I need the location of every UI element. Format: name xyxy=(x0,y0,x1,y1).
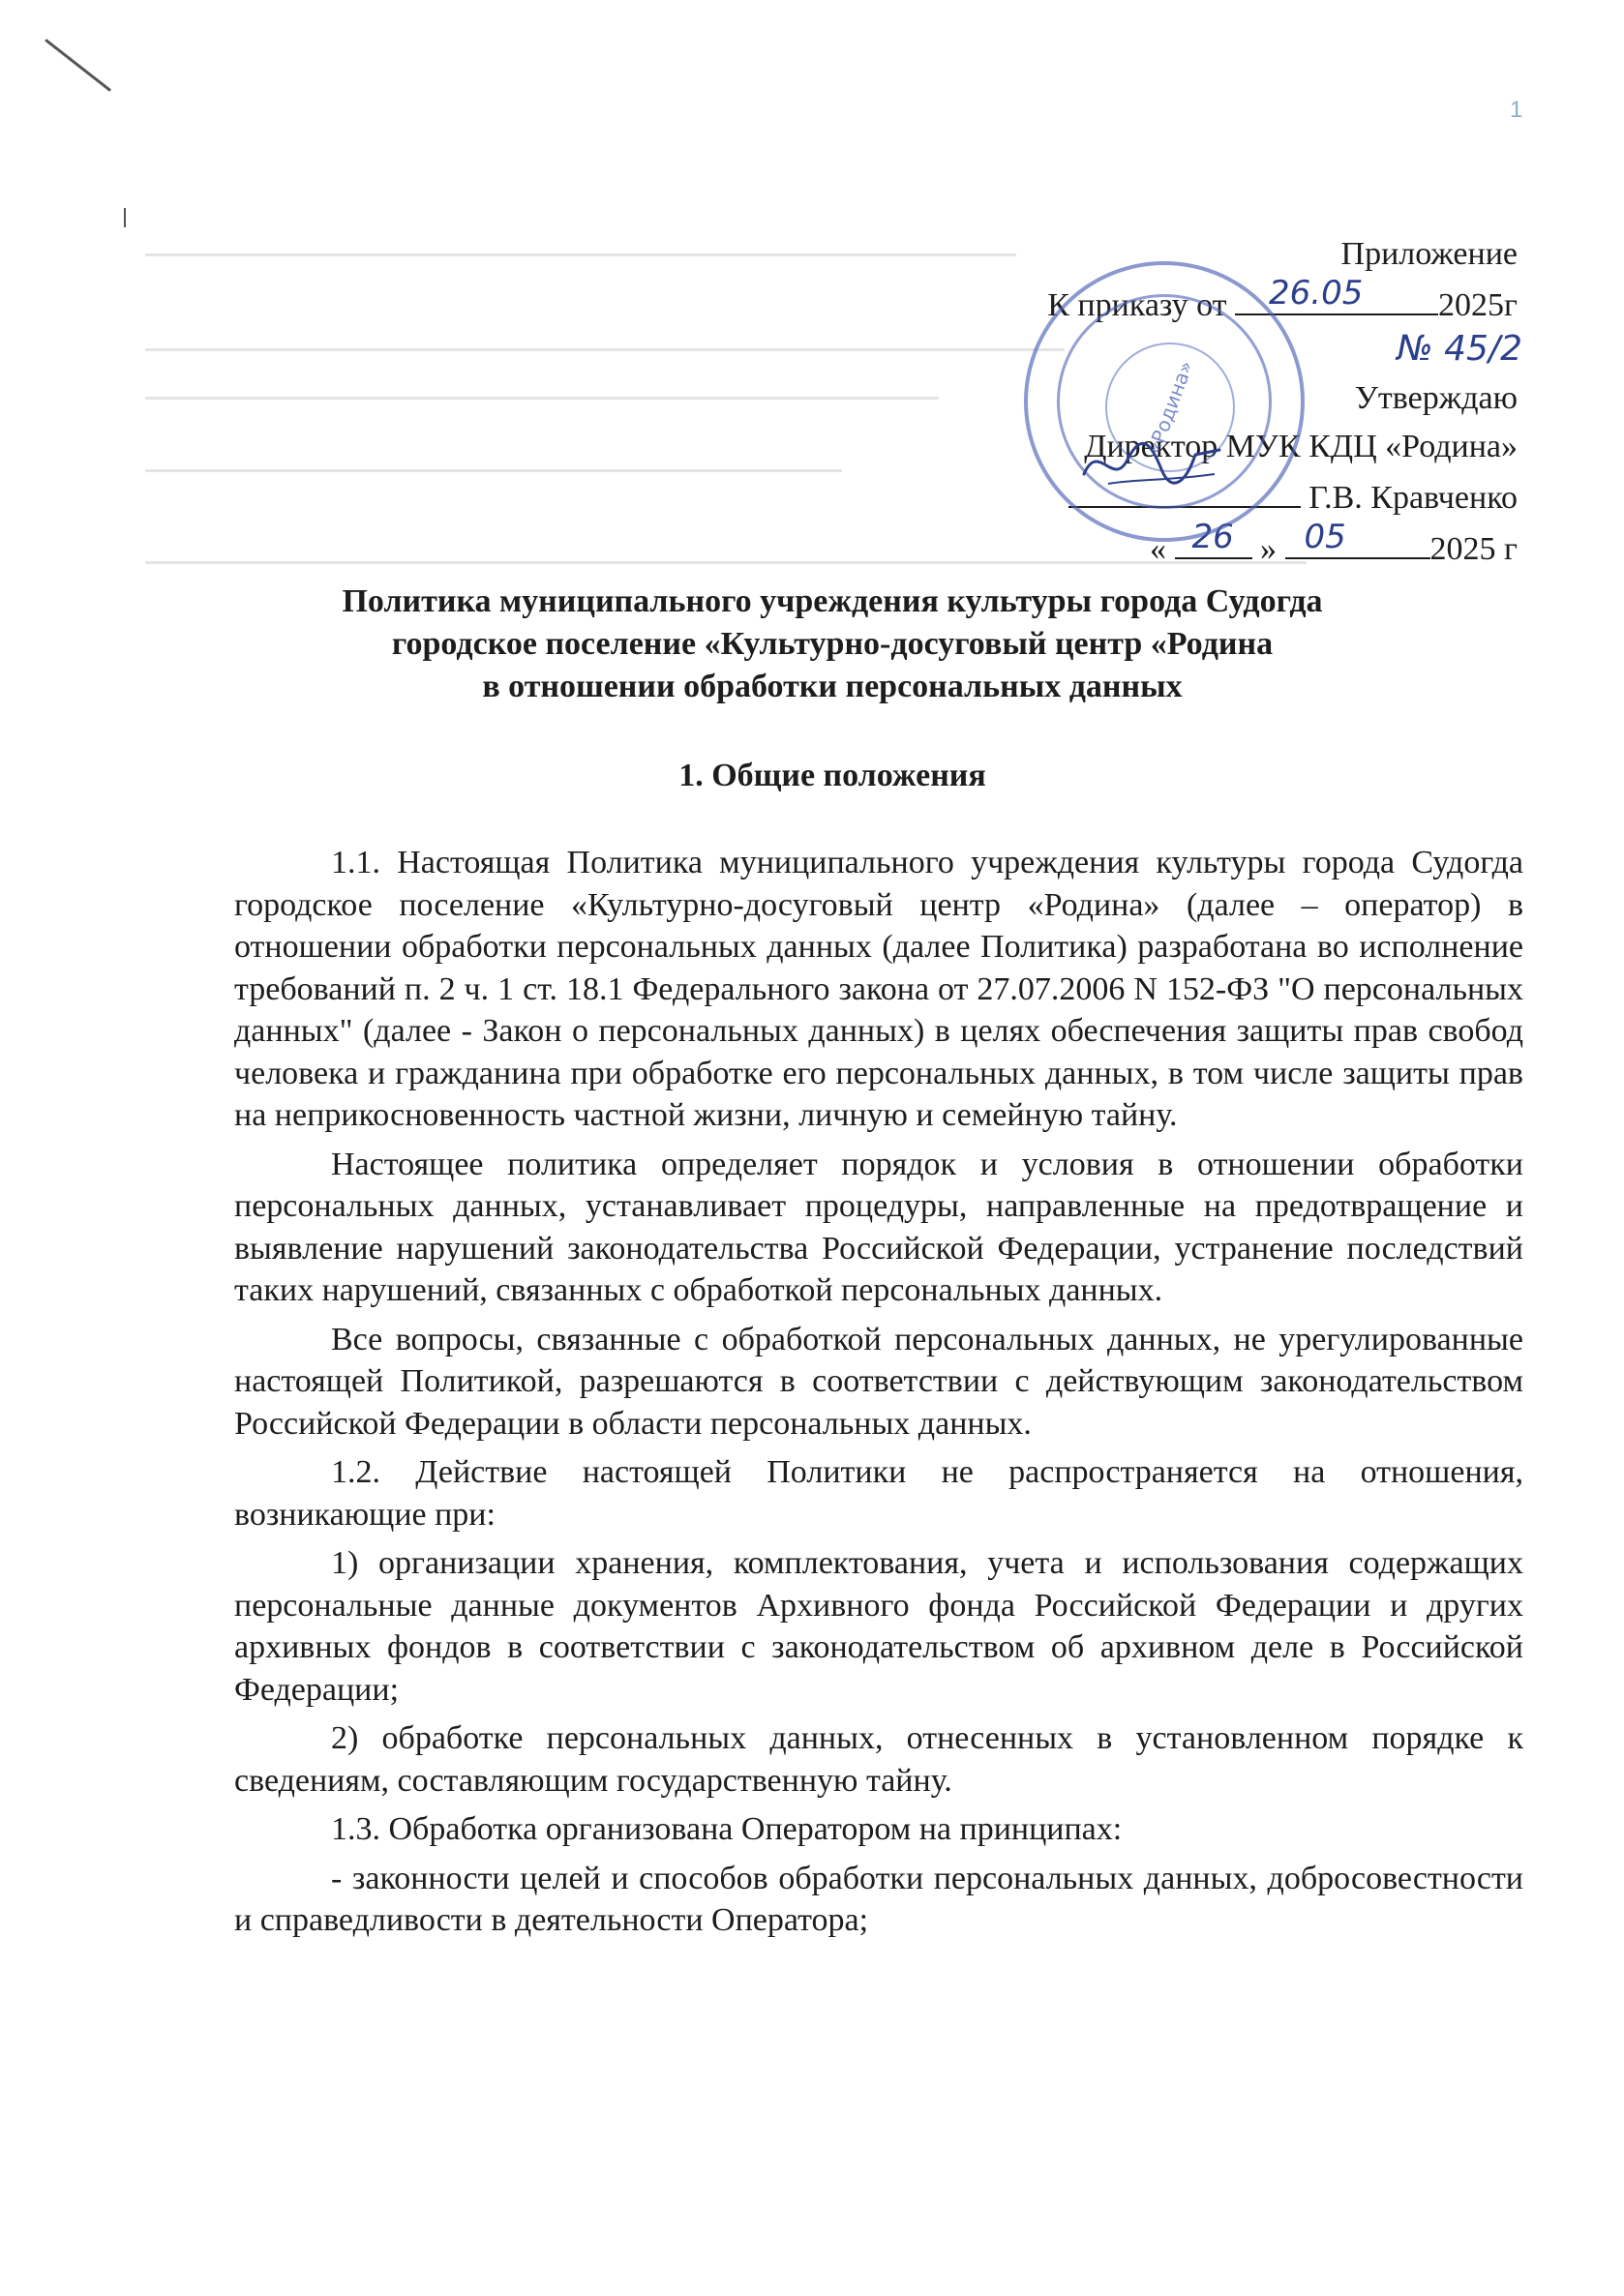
paragraph: 2) обработке персональных данных, отнесенных в установленном порядке к сведениям, составляющим государственную тайну. xyxy=(234,1720,1523,1799)
seal-center-text: «Родина» xyxy=(1087,324,1253,491)
director-title: Директор МУК КДЦ «Родина» xyxy=(1084,429,1518,464)
order-prefix: К приказу от xyxy=(1047,287,1227,323)
title-line: городское поселение «Культурно-досуговый центр «Родина xyxy=(391,626,1274,662)
scan-artifact-line xyxy=(45,39,111,92)
round-seal-stamp xyxy=(1024,261,1305,542)
bleed-through-line xyxy=(145,469,842,472)
date-year: 2025 г xyxy=(1429,531,1518,567)
title-line: Политика муниципального учреждения культуры города Судогда xyxy=(342,583,1323,619)
document-body xyxy=(234,842,1523,1949)
bleed-through-line xyxy=(145,397,939,400)
paragraph: 1.3. Обработка организована Оператором на принципах: xyxy=(331,1811,1123,1847)
paragraph: 1.2. Действие настоящей Политики не распространяется на отношения, возникающие при: xyxy=(234,1454,1523,1533)
scan-artifact-mark xyxy=(124,208,126,227)
director-signature xyxy=(1079,431,1224,498)
date-day-handwritten: 26 xyxy=(1191,518,1234,556)
document-title xyxy=(145,581,1519,708)
order-date-handwritten: 26.05 xyxy=(1269,274,1364,313)
approve-label: Утверждаю xyxy=(1354,380,1518,416)
date-month-handwritten: 05 xyxy=(1304,518,1346,556)
title-line: в отношении обработки персональных данных xyxy=(482,669,1183,704)
paragraph: - законности целей и способов обработки персональных данных, добросовестности и справедливости в деятельности Оператора; xyxy=(234,1860,1523,1938)
section-heading: 1. Общие положения xyxy=(678,758,986,793)
order-number-handwritten: № 45/2 xyxy=(1397,329,1522,369)
appendix-label: Приложение xyxy=(1340,236,1518,272)
paragraph: Все вопросы, связанные с обработкой персональных данных, не урегулированные настоящей Политикой, разрешаются в соответствии с действующим законодательством Российской Федерации в области персональных данных. xyxy=(234,1321,1523,1442)
date-month-field xyxy=(1285,518,1430,559)
date-close-quote: » xyxy=(1260,531,1278,567)
paragraph: 1.1. Настоящая Политика муниципального учреждения культуры города Судогда городское поселение «Культурно-досуговый центр «Родина» (далее – оператор) в отношении обработки персональных данных (далее Политика) разработана во исполнение требований п. 2 ч. 1 ст. 18.1 Федерального закона от 27.07.2006 N 152-ФЗ "О персональных данных" (далее - Закон о персональных данных) в целях обеспечения защиты прав свобод человека и гражданина при обработке его персональных данных, в том числе защиты прав на неприкосновенность частной жизни, личную и семейную тайну. xyxy=(234,845,1523,1133)
page-number: 1 xyxy=(1510,97,1523,123)
paragraph: 1) организации хранения, комплектования, учета и использования содержащих персональные данные документов Архивного фонда Российской Федерации и других архивных фондов в соответствии с законодательством об архивном деле в Российской Федерации; xyxy=(234,1545,1523,1708)
director-name: Г.В. Кравченко xyxy=(1308,480,1518,516)
paragraph: Настоящее политика определяет порядок и условия в отношении обработки персональных данных, устанавливает процедуры, направленные на предотвращение и выявление нарушений законодательства Российской Федерации, устранение последствий таких нарушений, связанных с обработкой персональных данных. xyxy=(234,1146,1523,1308)
date-open-quote: « xyxy=(1150,531,1167,567)
order-year: 2025г xyxy=(1438,287,1518,323)
